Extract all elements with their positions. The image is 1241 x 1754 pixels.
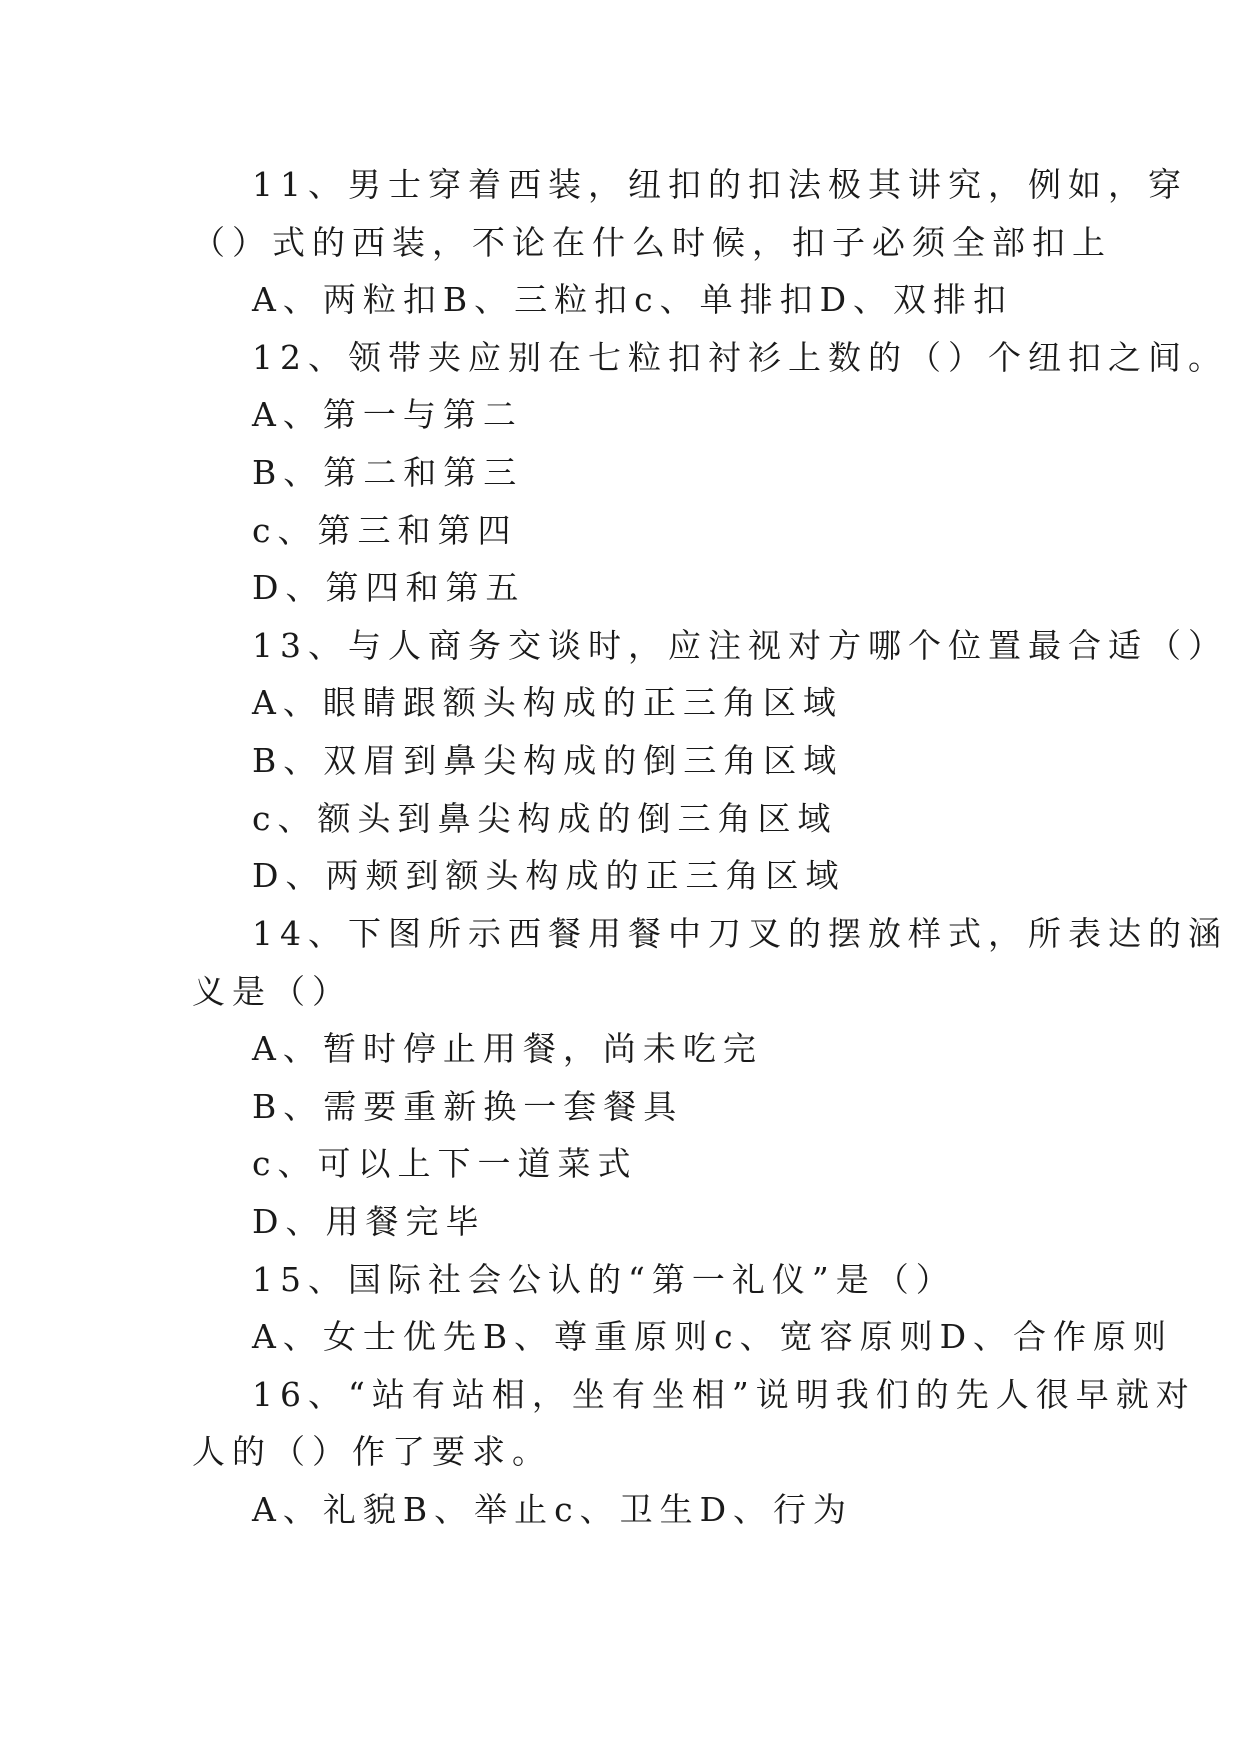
question-11-line-2: （）式的西装，不论在什么时候，扣子必须全部扣上 [192, 223, 1112, 262]
question-12-option-a: A、第一与第二 [252, 395, 523, 434]
question-12-option-c: c、第三和第四 [252, 511, 518, 550]
question-16-line-2: 人的（）作了要求。 [192, 1432, 552, 1471]
question-14-line-2: 义是（） [192, 972, 352, 1011]
question-13-option-c: c、额头到鼻尖构成的倒三角区域 [252, 799, 838, 838]
question-11-options: A、两粒扣B、三粒扣c、单排扣D、双排扣 [252, 280, 1014, 319]
question-13-option-a: A、眼睛跟额头构成的正三角区域 [252, 683, 843, 722]
question-16-line-1: 16、“站有站相，坐有坐相”说明我们的先人很早就对 [252, 1375, 1196, 1414]
question-13-option-d: D、两颊到额头构成的正三角区域 [252, 856, 846, 895]
question-15-options: A、女士优先B、尊重原则c、宽容原则D、合作原则 [252, 1317, 1174, 1356]
question-14-option-d: D、用餐完毕 [252, 1202, 486, 1241]
question-14-line-1: 14、下图所示西餐用餐中刀叉的摆放样式，所表达的涵 [252, 914, 1228, 953]
question-13-option-b: B、双眉到鼻尖构成的倒三角区域 [252, 741, 844, 780]
question-12-option-d: D、第四和第五 [252, 568, 526, 607]
question-12-line-1: 12、领带夹应别在七粒扣衬衫上数的（）个纽扣之间。 [252, 338, 1228, 377]
question-16-options: A、礼貌B、举止c、卫生D、行为 [252, 1490, 854, 1529]
question-14-option-a: A、暂时停止用餐，尚未吃完 [252, 1029, 763, 1068]
question-15-line-1: 15、国际社会公认的“第一礼仪”是（） [252, 1260, 956, 1299]
question-14-option-b: B、需要重新换一套餐具 [252, 1087, 684, 1126]
question-11-line-1: 11、男士穿着西装，纽扣的扣法极其讲究，例如，穿 [252, 165, 1188, 204]
question-14-option-c: c、可以上下一道菜式 [252, 1144, 638, 1183]
question-12-option-b: B、第二和第三 [252, 453, 524, 492]
question-13-line-1: 13、与人商务交谈时，应注视对方哪个位置最合适（） [252, 626, 1228, 665]
